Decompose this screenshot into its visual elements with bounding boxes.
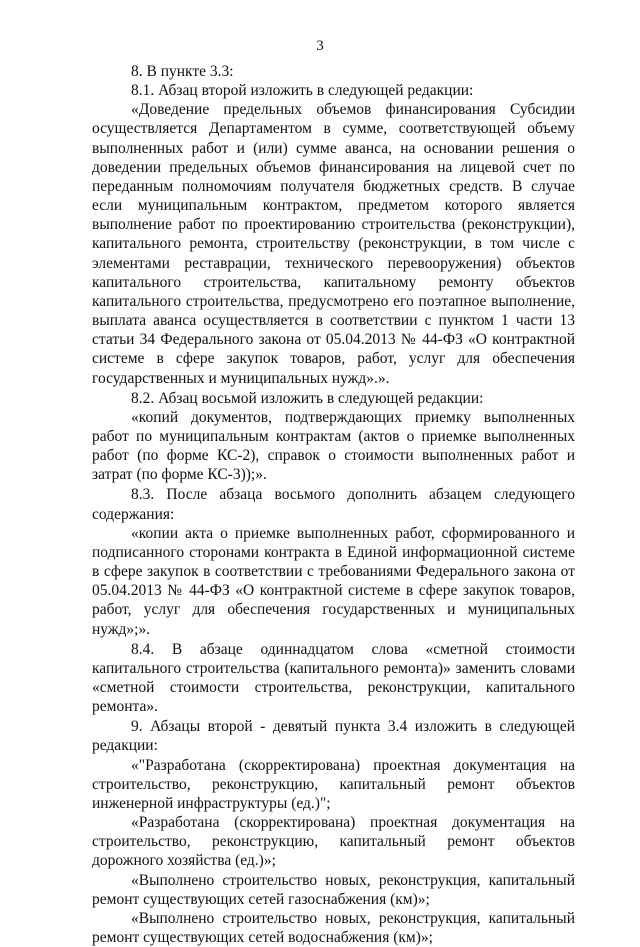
subitem-8-1: 8.1. Абзац второй изложить в следующей редакции:: [131, 82, 474, 100]
subitem-8-3: 8.3. После абзаца восьмого дополнить абзацем следующего содержания:: [92, 486, 575, 523]
indicator-engineering-infrastructure: «"Разработана (скорректирована) проектная документация на строительство, реконструкцию, капитальный ремонт объектов инженерной инфраструктуры (ед.)";: [92, 756, 575, 812]
item-9: 9. Абзацы второй - девятый пункта 3.4 изложить в следующей редакции:: [92, 718, 575, 755]
document-body: [92, 62, 575, 947]
quoted-paragraph-documents: «копий документов, подтверждающих приемку выполненных работ по муниципальным контрактам (актов о приемке выполненных работ (по форме КС-2), справок о стоимости выполненных работ и затрат (по форме КС-3));».: [92, 408, 575, 484]
indicator-water-networks: «Выполнено строительство новых, реконструкция, капитальный ремонт существующих сетей водоснабжения (км)»;: [92, 909, 575, 947]
quoted-paragraph-subsidy-funding: «Доведение предельных объемов финансирования Субсидии осуществляется Департаментом в сумме, соответствующей объему выполненных работ и (или) сумме аванса, на основании решения о доведении предельных объемов финансирования на лицевой счет по переданным полномочиям получателя бюджетных средств. В случае если муниципальным контрактом, предметом которого является выполнение работ по проектированию строительства (реконструкции), капитального ремонта, строительству (реконструкции, в том числе с элементами реставрации, технического перевооружения) объектов капитального строительства, капитальному ремонту объектов капитального строительства, предусмотрено его поэтапное выполнение, выплата аванса осуществляется в соответствии с пунктом 1 части 13 статьи 34 Федерального закона от 05.04.2013 № 44-ФЗ «О контрактной системе в сфере закупок товаров, работ, услуг для обеспечения государственных и муниципальных нужд».».: [92, 101, 575, 387]
heading-item-8: 8. В пункте 3.3:: [131, 63, 234, 80]
page-number: 3: [316, 38, 324, 54]
indicator-gas-networks: «Выполнено строительство новых, реконструкция, капитальный ремонт существующих сетей газоснабжения (км)»;: [92, 871, 575, 908]
subitem-8-2: 8.2. Абзац восьмой изложить в следующей редакции:: [131, 389, 484, 407]
indicator-road-facilities: «Разработана (скорректирована) проектная документация на строительство, реконструкцию, капитальный ремонт объектов дорожного хозяйства (ед.)»;: [92, 814, 575, 870]
subitem-8-4: 8.4. В абзаце одиннадцатом слова «сметной стоимости капитального строительства (капитального ремонта)» заменить словами «сметной стоимости строительства, реконструкции, капитального ремонта».: [92, 640, 575, 716]
quoted-paragraph-acceptance-act: «копии акта о приемке выполненных работ, сформированного и подписанного сторонами контракта в Единой информационной системе в сфере закупок в соответствии с требованиями Федерального закона от 05.04.2013 № 44-ФЗ «О контрактной системе в сфере закупок товаров, работ, услуг для обеспечения государственных и муниципальных нужд»;».: [92, 524, 575, 638]
